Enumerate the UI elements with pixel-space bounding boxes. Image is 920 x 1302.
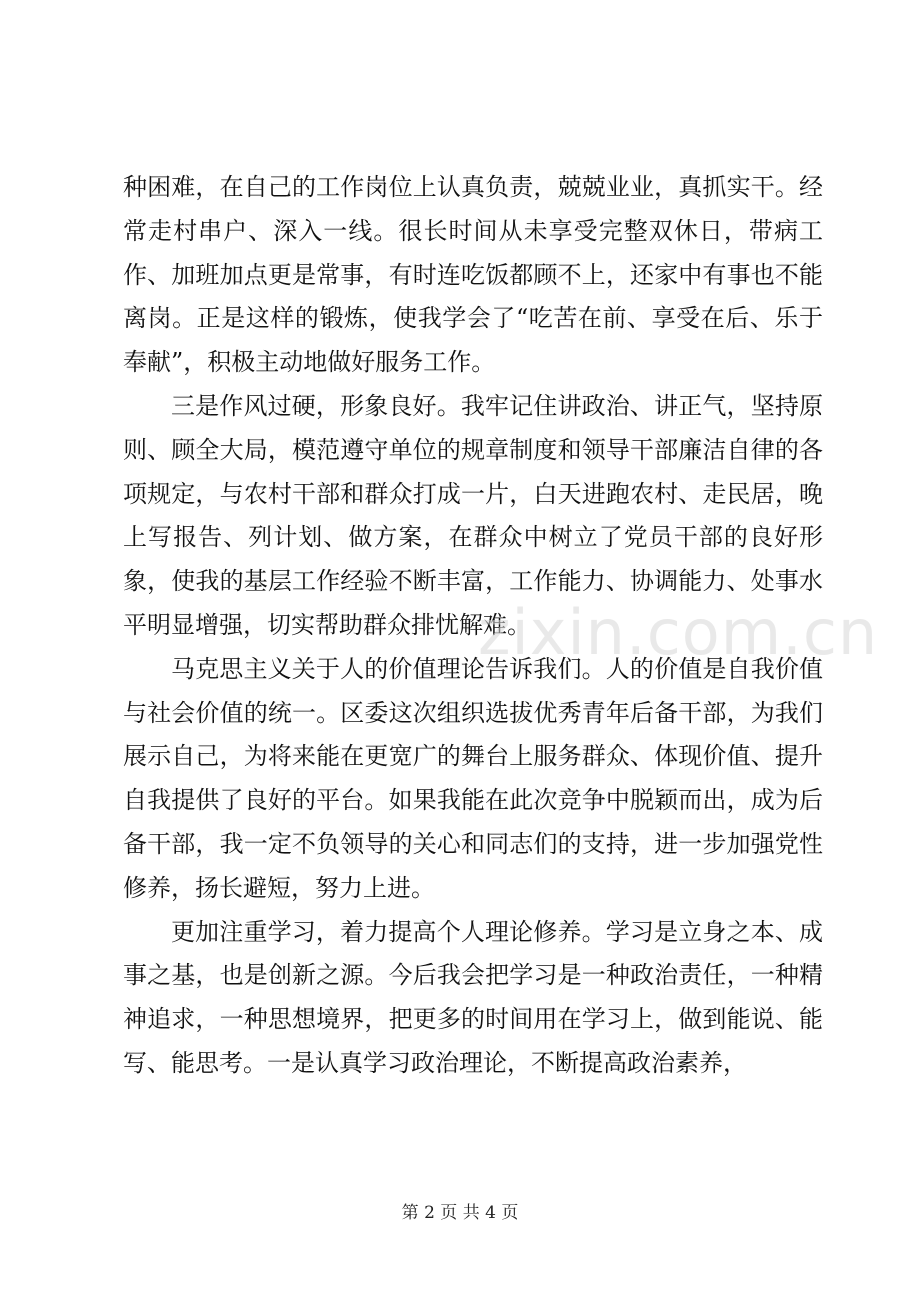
paragraph-study: 更加注重学习，着力提高个人理论修养。学习是立身之本、成事之基，也是创新之源。今后我会把学习是一种政治责任，一种精神追求，一种思想境界，把更多的时间用在学习上，做到能说、能写、能思考。一是认真学习政治理论，不断提高政治素养， bbox=[123, 917, 823, 1077]
paragraph-marxism-value: 马克思主义关于人的价值理论告诉我们。人的价值是自我价值与社会价值的统一。区委这次组织选拔优秀青年后备干部，为我们展示自己，为将来能在更宽广的舞台上服务群众、体现价值、提升自我提供了良好的平台。如果我能在此次竞争中脱颖而出，成为后备干部，我一定不负领导的关心和同志们的支持，进一步加强党性修养，扬长避短，努力上进。 bbox=[123, 654, 823, 902]
paragraph-work-style: 三是作风过硬，形象良好。我牢记住讲政治、讲正气，坚持原则、顾全大局，模范遵守单位的规章制度和领导干部廉洁自律的各项规定，与农村干部和群众打成一片，白天进跑农村、走民居，晚上写报告、列计划、做方案，在群众中树立了党员干部的良好形象，使我的基层工作经验不断丰富，工作能力、协调能力、处事水平明显增强，切实帮助群众排忧解难。 bbox=[123, 391, 823, 639]
watermark: zixin.com.cn bbox=[478, 596, 879, 669]
paragraph-continuation: 种困难，在自己的工作岗位上认真负责，兢兢业业，真抓实干。经常走村串户、深入一线。很长时间从未享受完整双休日，带病工作、加班加点更是常事，有时连吃饭都顾不上，还家中有事也不能离岗。正是这样的锻炼，使我学会了“吃苦在前、享受在后、乐于奉献”，积极主动地做好服务工作。 bbox=[123, 173, 823, 377]
page-footer: 第 2 页 共 4 页 bbox=[401, 1203, 519, 1223]
